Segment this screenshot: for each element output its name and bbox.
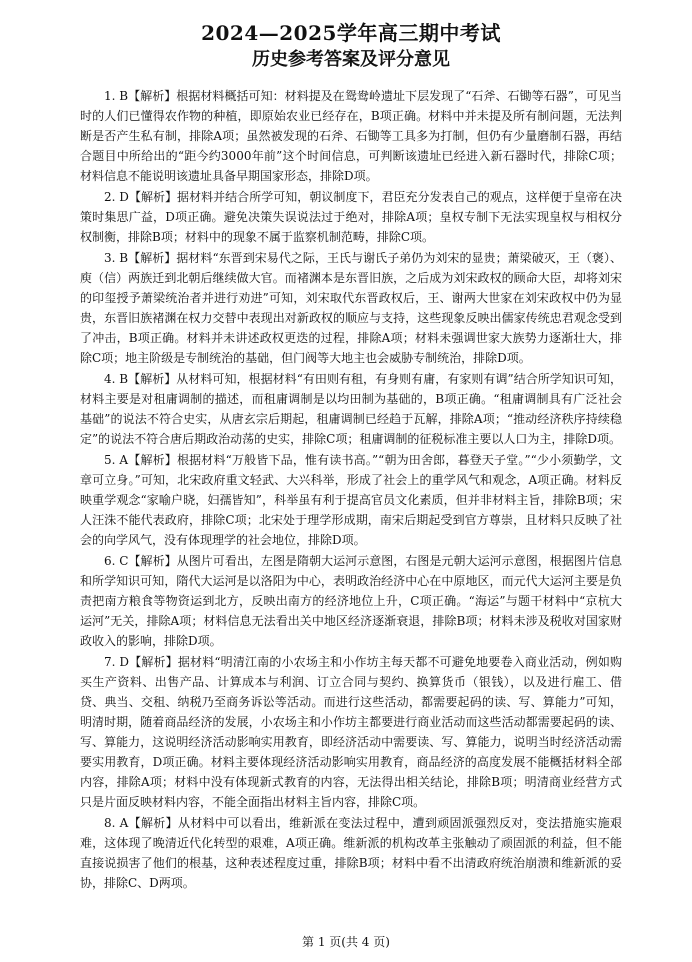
answer-item-1: 1. B【解析】根据材料概括可知：材料提及在鸳鸯岭遗址下层发现了“石斧、石锄等石器”，可见当时的人们已懂得农作物的种植，即原始农业已经存在，B项正确。材料中并未提及所有制问题，无法判断是否产生私有制，排除A项；虽然被发现的石斧、石锄等工具多为打制，但仍有少量磨制石器，再结合题目中所给出的“距今约3000年前”这个时间信息，可判断该遗址已经进入新石器时代，排除C项；材料信息不能说明该遗址具备早期国家形态，排除D项。: [80, 89, 622, 183]
answer-item-6: 6. C【解析】从图片可看出，左图是隋朝大运河示意图，右图是元朝大运河示意图，根据图片信息和所学知识可知，隋代大运河是以洛阳为中心，表明政治经济中心在中原地区，而元代大运河主要是负责把南方粮食等物资运到北方，反映出南方的经济地位上升，C项正确。“海运”与题干材料中“京杭大运河”无关，排除A项；材料信息无法看出关中地区经济逐渐衰退，排除B项；材料未涉及税收对国家财政收入的影响，排除D项。: [80, 554, 622, 648]
answer-list: [80, 86, 622, 893]
answer-item-8: 8. A【解析】从材料中可以看出，维新派在变法过程中，遭到顽固派强烈反对，变法措施实施艰难，这体现了晚清近代化转型的艰难，A项正确。维新派的机构改革主张触动了顽固派的利益，但不能直接说损害了他们的根基，这种表述程度过重，排除B项；材料中看不出清政府统治崩溃和维新派的妥协，排除C、D两项。: [80, 816, 622, 890]
answer-item-7: 7. D【解析】据材料“明清江南的小农场主和小作坊主每天都不可避免地要卷入商业活动，例如购买生产资料、出售产品、计算成本与利润、订立合同与契约、换算货币（银钱），以及进行雇工、借贷、典当、交租、纳税乃至商务诉讼等活动。而进行这些活动，都需要起码的读、写、算能力”可知，明清时期，随着商品经济的发展，小农场主和小作坊主都要进行商业活动而这些活动都需要起码的读、写、算能力，这说明经济活动影响实用教育，即经济活动中需要读、写、算能力，说明当时经济活动需要实用教育，D项正确。材料主要体现经济活动影响实用教育，商品经济的高度发展不能概括材料全部内容，排除A项；材料中没有体现新式教育的内容，无法得出相关结论，排除B项；明清商业经营方式只是片面反映材料内容，不能全面指出材料主旨内容，排除C项。: [80, 655, 622, 809]
answer-item-2: 2. D【解析】据材料并结合所学可知，朝议制度下，君臣充分发表自己的观点，这样便于皇帝在决策时集思广益，D项正确。避免决策失误说法过于绝对，排除A项；皇权专制下无法实现皇权与相权分权制衡，排除B项；材料中的现象不属于监察机制范畴，排除C项。: [80, 190, 622, 244]
answer-item-4: 4. B【解析】从材料可知，根据材料“有田则有租，有身则有庸，有家则有调”结合所学知识可知，材料主要是对租庸调制的描述，而租庸调制是以均田制为基础的，B项正确。“租庸调制具有广泛社会基础”的说法不符合史实，从唐玄宗后期起，租庸调制已经趋于瓦解，排除A项；“推动经济秩序持续稳定”的说法不符合唐后期政治动荡的史实，排除C项；租庸调制的征税标准主要以人口为主，排除D项。: [80, 372, 622, 446]
page-number: 第 1 页(共 4 页): [302, 935, 390, 949]
page-subtitle: 历史参考答案及评分意见: [252, 49, 450, 70]
page-title: 2024—2025学年高三期中考试: [201, 21, 501, 45]
answer-item-3: 3. B【解析】据材料“东晋到宋易代之际，王氏与谢氏子弟仍为刘宋的显贵；萧梁破灭，王（褒）、庾（信）两族迁到北朝后继续做大官。而褚渊本是东晋旧族，之后成为刘宋政权的顾命大臣，却将刘宋的印玺授予萧梁统治者并进行劝进”可知，刘宋取代东晋政权后，王、谢两大世家在刘宋政权中仍为显贵，东晋旧族褚渊在权力交替中表现出对新政权的顺应与支持，这些现象反映出儒家传统忠君观念受到了冲击，B项正确。材料并未讲述政权更迭的过程，排除A项；材料未强调世家大族势力逐渐壮大，排除C项；地主阶级是专制统治的基础，但门阀等大地主也会威胁专制统治，排除D项。: [80, 251, 622, 365]
answer-item-5: 5. A【解析】根据材料“万般皆下品，惟有读书高。”“朝为田舍郎，暮登天子堂。”“少小须勤学，文章可立身。”可知，北宋政府重文轻武、大兴科举，形成了社会上的重学风气和观念，A项正确。材料反映重学观念“家喻户晓，妇孺皆知”，科举虽有利于提高官员文化素质，但并非材料主旨，排除B项；宋人汪洙不能代表政府，排除C项；北宋处于理学形成期，南宋后期起受到官方尊崇，且材料只反映了社会的向学风气，没有体现理学的社会地位，排除D项。: [80, 453, 622, 547]
